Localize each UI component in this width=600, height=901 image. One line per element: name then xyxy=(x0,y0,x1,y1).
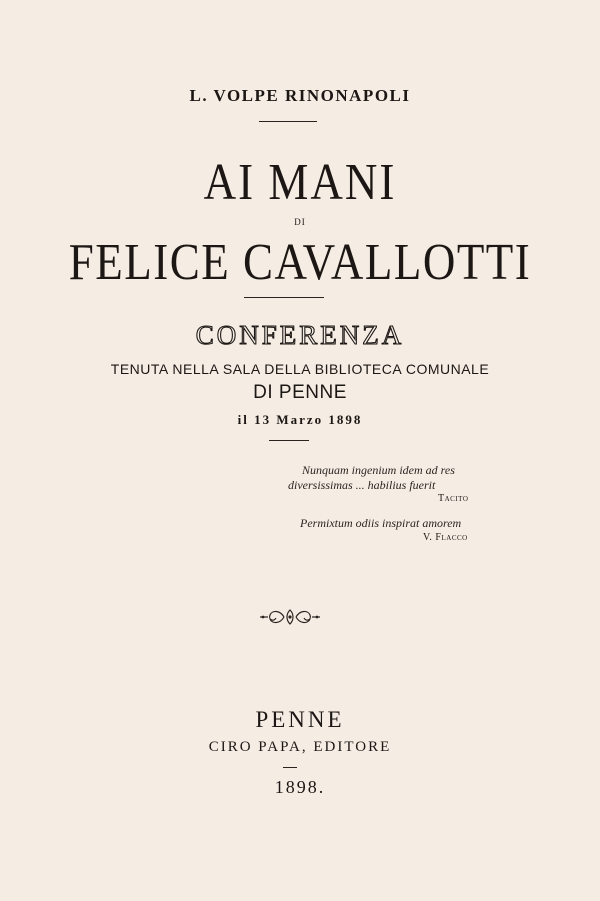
epigraph-1-line-2: diversissimas ... habilius fuerit xyxy=(288,478,436,492)
epigraph-2-line-1: Permixtum odiis inspirat amorem xyxy=(300,516,462,530)
epigraph-1-author: Tacito xyxy=(438,493,469,504)
imprint-city: PENNE xyxy=(255,707,345,732)
fleuron-ornament-icon xyxy=(258,606,322,628)
divider-rule-1 xyxy=(259,121,317,122)
genre-heading: CONFERENZA xyxy=(195,320,405,350)
place: DI PENNE xyxy=(253,382,347,403)
author-name: L. VOLPE RINONAPOLI xyxy=(189,86,411,105)
subtitle: TENUTA NELLA SALA DELLA BIBLIOTECA COMUNALE xyxy=(110,361,490,377)
divider-rule-4 xyxy=(283,767,297,768)
imprint-publisher: CIRO PAPA, EDITORE xyxy=(208,739,392,755)
title-connector: DI xyxy=(294,217,306,227)
date: il 13 Marzo 1898 xyxy=(237,412,363,427)
epigraph-1-line-1: Nunquam ingenium idem ad res xyxy=(302,463,455,477)
epigraph-2-author: V. Flacco xyxy=(423,532,468,543)
title-line-1: AI MANI xyxy=(203,153,397,211)
title-line-2: FELICE CAVALLOTTI xyxy=(68,233,532,291)
divider-rule-3 xyxy=(269,440,309,441)
imprint-year: 1898. xyxy=(274,777,326,797)
divider-rule-2 xyxy=(244,297,324,298)
